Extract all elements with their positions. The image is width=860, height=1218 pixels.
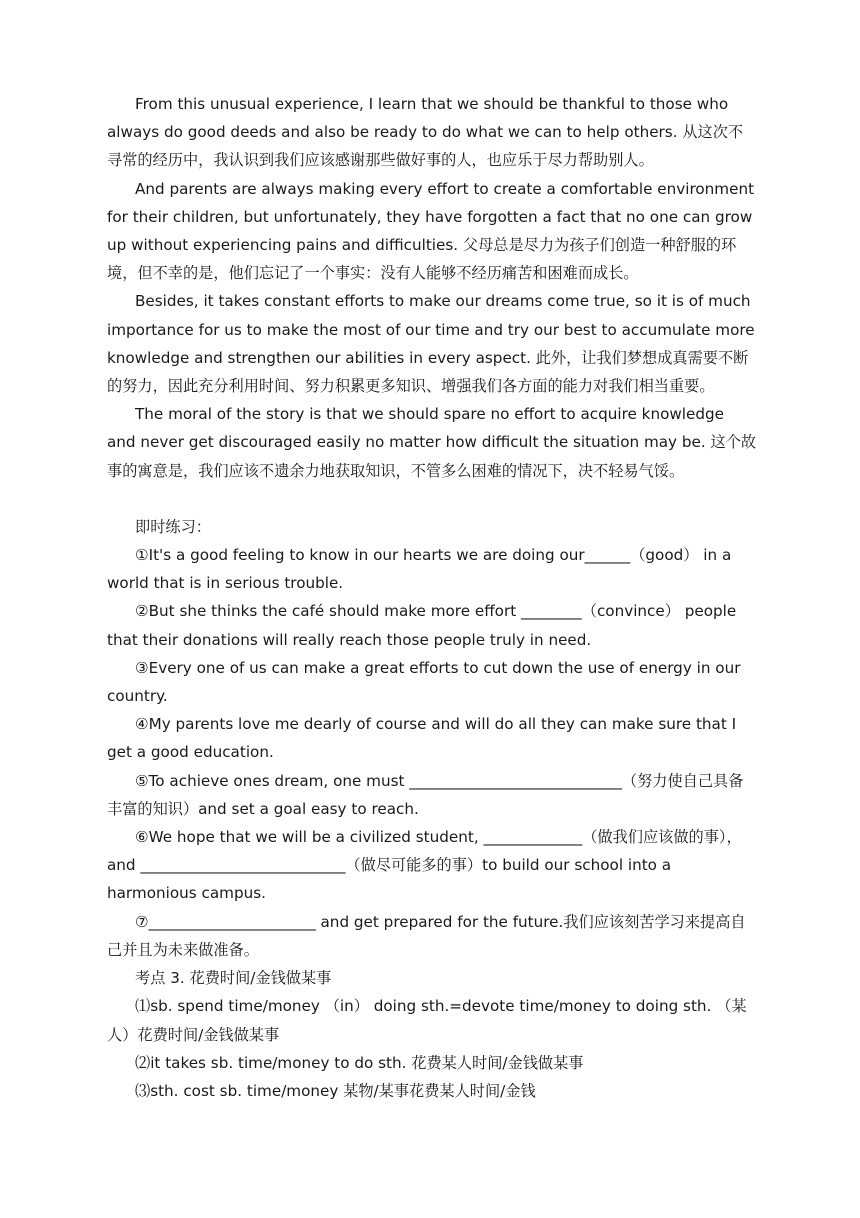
spacer bbox=[107, 485, 757, 513]
usage-item-1: ⑴sb. spend time/money （in） doing sth.=devote time/money to doing sth. （某人）花费时间/金钱做某事 bbox=[107, 997, 747, 1044]
document-body bbox=[107, 90, 757, 1105]
exercise-item-4: ④My parents love me dearly of course and will do all they can make sure that I get a good education. bbox=[107, 715, 737, 762]
paragraph-experience: From this unusual experience, I learn that we should be thankful to those who always do good deeds and also be ready to do what we can to help others. 从这次不寻常的经历中，我认识到我们应该感谢那些做好事的人，也应乐于尽力帮助别人。 bbox=[107, 95, 744, 170]
paragraph-parents: And parents are always making every effort to create a comfortable environment for their children, but unfortunately, they have forgotten a fact that no one can grow up without experiencing pains and difficulties. 父母总是尽力为孩子们创造一种舒服的环境，但不幸的是，他们忘记了一个事实：没有人能够不经历痛苦和困难而成长。 bbox=[107, 179, 755, 283]
exercise-item-6: ⑥We hope that we will be a civilized student, _____________（做我们应该做的事），and ___________________________（做尽可能多的事）to build our school into a harmonious campus. bbox=[107, 828, 742, 903]
kaodian-heading: 考点 3. 花费时间/金钱做某事 bbox=[135, 969, 332, 988]
exercise-item-1: ①It's a good feeling to know in our hearts we are doing our______（good） in a world that is in serious trouble. bbox=[107, 546, 732, 593]
exercise-item-3: ③Every one of us can make a great efforts to cut down the use of energy in our country. bbox=[107, 658, 741, 706]
practice-heading: 即时练习： bbox=[135, 517, 211, 536]
paragraph-besides: Besides, it takes constant efforts to make our dreams come true, so it is of much importance for us to make the most of our time and try our best to accumulate more knowledge and strengthen our abilities in every aspect. 此外，让我们梦想成真需要不断的努力，因此充分利用时间、努力积累更多知识、增强我们各方面的能力对我们相当重要。 bbox=[107, 292, 755, 396]
exercise-item-2: ②But she thinks the café should make more effort ________（convince） people that their donations will really reach those people truly in need. bbox=[107, 602, 737, 649]
usage-item-3: ⑶sth. cost sb. time/money 某物/某事花费某人时间/金钱 bbox=[135, 1081, 536, 1100]
paragraph-moral: The moral of the story is that we should spare no effort to acquire knowledge and never get discouraged easily no matter how difficult the situation may be. 这个故事的寓意是，我们应该不遗余力地获取知识，不管多么困难的情况下，决不轻易气馁。 bbox=[107, 405, 757, 480]
exercise-item-7: ⑦______________________ and get prepared for the future.我们应该刻苦学习来提高自己并且为未来做准备。 bbox=[107, 912, 746, 959]
exercise-item-5: ⑤To achieve ones dream, one must ____________________________（努力使自己具备丰富的知识）and set a goal easy to reach. bbox=[107, 771, 744, 818]
usage-item-2: ⑵it takes sb. time/money to do sth. 花费某人时间/金钱做某事 bbox=[135, 1053, 584, 1072]
